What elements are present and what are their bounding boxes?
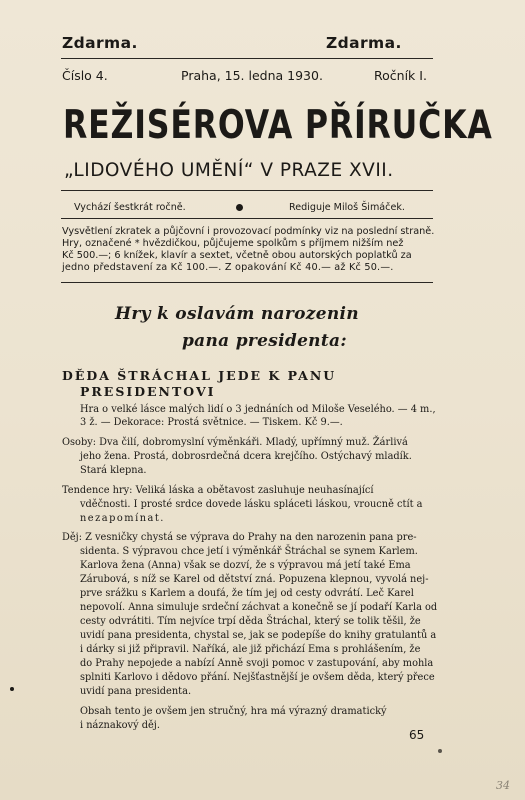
tendency-line-2: vděčnosti. I prosté srdce dovede lásku spláceti láskou, vroucně ctít a <box>80 499 423 510</box>
header-rule-top <box>61 58 433 59</box>
plot-line-3: Karlova žena (Anna) však se dozví, že s výpravou má jetí také Ema <box>80 560 411 571</box>
notes-rule <box>61 282 433 283</box>
plot-line-5: prve srážku s Karlem a doufá, že tím jej od cesty odvrátí. Leč Karel <box>80 588 414 599</box>
plot-line-6: nepovolí. Anna simuluje srdeční záchvat a konečně se jí podaří Karla od <box>80 602 438 613</box>
editor-line: Rediguje Miloš Šimáček. <box>289 202 405 213</box>
plot-line-1: Děj: Z vesničky chystá se výprava do Prahy na den narozenin pana pre- <box>62 532 417 543</box>
section-heading-line-1: Hry k oslavám narozenin <box>115 304 359 324</box>
notes-line-1: Vysvětlení zkratek a půjčovní i provozovací podmínky viz na poslední straně. <box>62 226 435 237</box>
issue-number: Číslo 4. <box>62 68 108 83</box>
play-description-line-1: Hra o velké lásce malých lidí o 3 jednáních od Miloše Veselého. — 4 m., <box>80 404 436 415</box>
persons-line-3: Stará klepna. <box>80 465 147 476</box>
ink-speck <box>438 749 442 753</box>
plot-line-9: i dárky si již připravil. Naříká, ale již přichází Ema s prohlášením, že <box>80 644 421 655</box>
plot-line-4: Zárubová, s níž se Karel od dětství zná. Popuzena klepnou, vyvolá nej- <box>80 574 429 585</box>
tendency-line-3: nezapomínat. <box>80 513 165 524</box>
plot-line-7: cesty odvrátiti. Tím nejvíce trpí děda Štráchal, který se tolik těšil, že <box>80 616 421 627</box>
plot-line-8: uvidí pana presidenta, chystal se, jak se podepíše do knihy gratulantů a <box>80 630 437 641</box>
closing-line-2: i náznakový děj. <box>80 720 160 731</box>
publication-frequency: Vychází šestkrát ročně. <box>74 202 186 213</box>
plot-line-11: splniti Karlovo i dědovo přání. Nejšťastnější je ovšem děda, který přece <box>80 672 435 683</box>
play-title-line-2: PRESIDENTOVI <box>80 384 216 399</box>
persons-line-1: Osoby: Dva čilí, dobromyslní výměnkáři. Mladý, upřímný muž. Žárlivá <box>62 437 408 448</box>
masthead-title: REŽISÉROVA PŘÍRUČKA <box>63 103 493 148</box>
plot-line-2: sidenta. S výpravou chce jetí i výměnkář Štráchal se synem Karlem. <box>80 546 418 557</box>
bullet-separator <box>236 204 243 211</box>
notes-line-2: Hry, označené * hvězdičkou, půjčujeme spolkům s příjmem nižším než <box>62 238 404 249</box>
volume: Ročník I. <box>374 68 427 83</box>
notes-line-4: jedno představení za Kč 100.—. Z opakování Kč 40.— až Kč 50.—. <box>62 262 394 273</box>
closing-line-1: Obsah tento je ovšem jen stručný, hra má výrazný dramatický <box>80 706 387 717</box>
persons-line-2: jeho žena. Prostá, dobrosrdečná dcera krejčího. Ostýchavý mladík. <box>80 451 412 462</box>
ink-speck <box>10 687 14 691</box>
free-label-right: Zdarma. <box>326 34 402 52</box>
header-rule-mid <box>61 190 433 191</box>
page-number: 65 <box>409 728 425 742</box>
tendency-line-1: Tendence hry: Veliká láska a obětavost zasluhuje neuhasínající <box>62 485 374 496</box>
play-title-line-1: DĚDA ŠTRÁCHAL JEDE K PANU <box>62 368 337 383</box>
section-heading-line-2: pana presidenta: <box>182 331 347 351</box>
pencil-mark: 34 <box>496 779 510 792</box>
free-label-left: Zdarma. <box>62 34 138 52</box>
place-date: Praha, 15. ledna 1930. <box>181 68 323 83</box>
masthead-subtitle: „LIDOVÉHO UMĚNÍ“ V PRAZE XVII. <box>64 160 394 181</box>
plot-line-12: uvidí pana presidenta. <box>80 686 192 697</box>
plot-line-10: do Prahy nepojede a nabízí Anně svoji pomoc v zastupování, aby mohla <box>80 658 434 669</box>
notes-line-3: Kč 500.—; 6 knížek, klavír a sextet, včetně obou autorských poplatků za <box>62 250 412 261</box>
play-description-line-2: 3 ž. — Dekorace: Prostá světnice. — Tiskem. Kč 9.—. <box>80 417 343 428</box>
header-rule-bottom <box>61 218 433 219</box>
